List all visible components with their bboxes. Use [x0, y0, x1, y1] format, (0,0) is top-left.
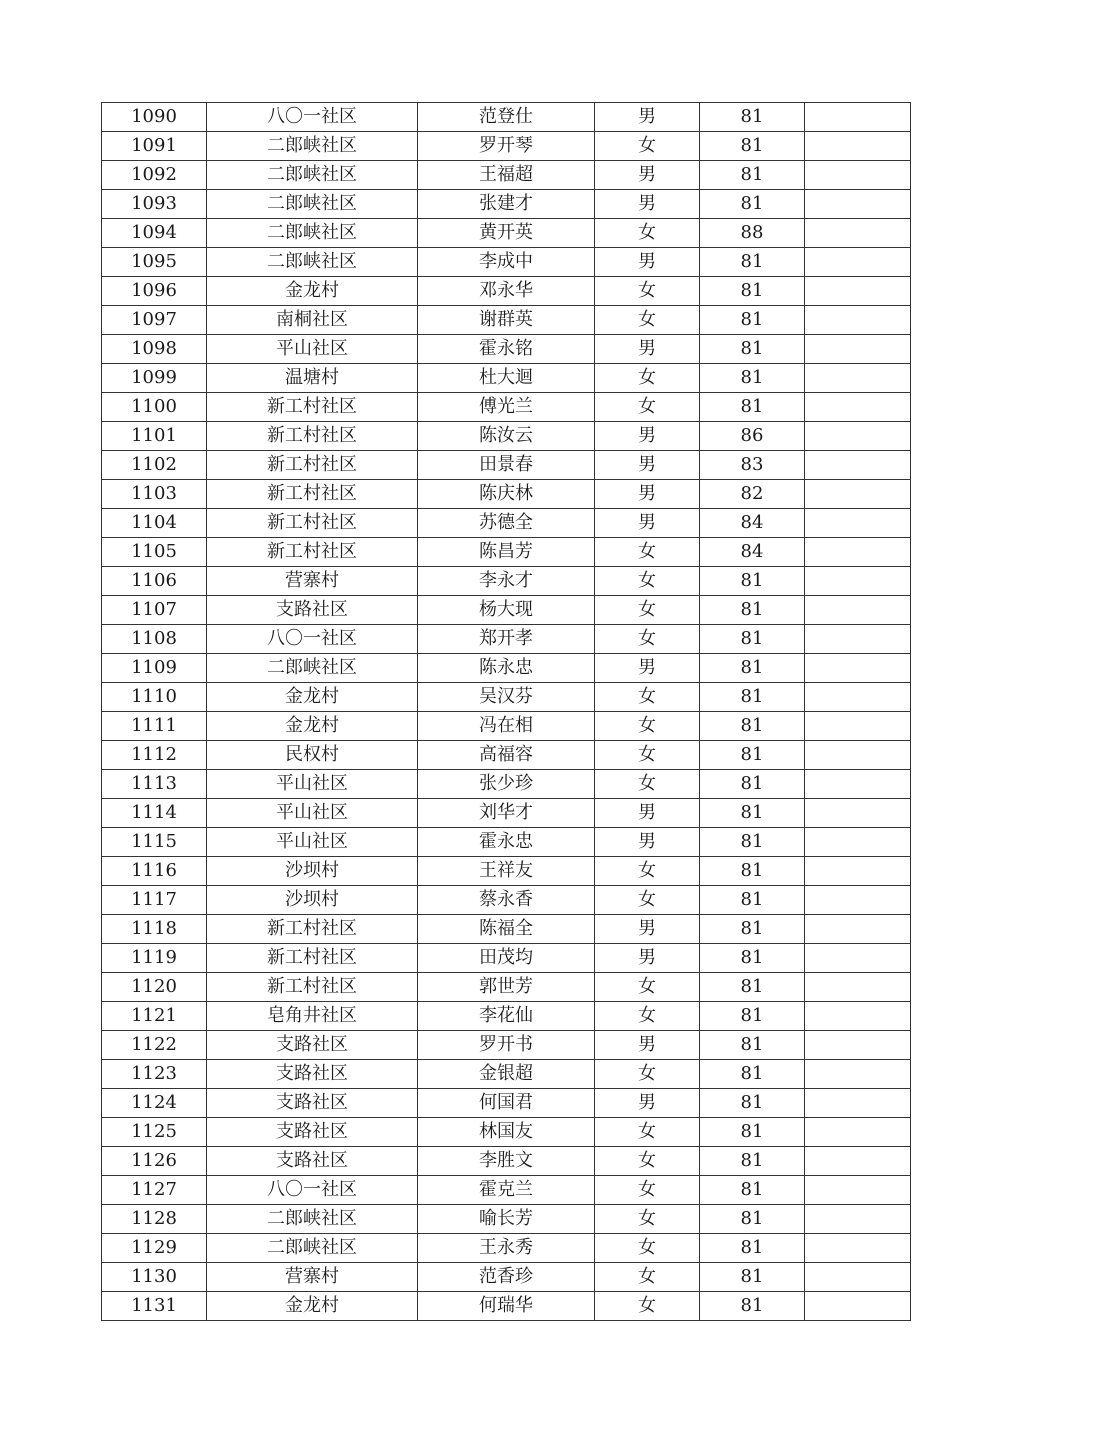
community-cell: 新工村社区 [207, 393, 418, 422]
table-row [102, 799, 911, 828]
name-cell: 刘华才 [418, 799, 595, 828]
name-cell: 罗开琴 [418, 132, 595, 161]
table-row [102, 1234, 911, 1263]
serial-number-cell: 1116 [102, 857, 207, 886]
remark-cell [805, 886, 911, 915]
serial-number-cell: 1121 [102, 1002, 207, 1031]
age-cell: 81 [700, 277, 805, 306]
community-cell: 八〇一社区 [207, 1176, 418, 1205]
serial-number-cell: 1091 [102, 132, 207, 161]
serial-number-cell: 1113 [102, 770, 207, 799]
remark-cell [805, 219, 911, 248]
remark-cell [805, 596, 911, 625]
community-cell: 营寨村 [207, 567, 418, 596]
community-cell: 二郎峡社区 [207, 1234, 418, 1263]
remark-cell [805, 451, 911, 480]
table-row [102, 915, 911, 944]
serial-number-cell: 1098 [102, 335, 207, 364]
name-cell: 张少珍 [418, 770, 595, 799]
name-cell: 田茂均 [418, 944, 595, 973]
remark-cell [805, 132, 911, 161]
serial-number-cell: 1131 [102, 1292, 207, 1321]
table-row [102, 741, 911, 770]
serial-number-cell: 1104 [102, 509, 207, 538]
remark-cell [805, 915, 911, 944]
gender-cell: 男 [595, 915, 700, 944]
remark-cell [805, 1060, 911, 1089]
gender-cell: 男 [595, 103, 700, 132]
age-cell: 81 [700, 132, 805, 161]
age-cell: 81 [700, 103, 805, 132]
table-row [102, 219, 911, 248]
roster-table [101, 102, 911, 1321]
name-cell: 金银超 [418, 1060, 595, 1089]
remark-cell [805, 1002, 911, 1031]
table-row [102, 190, 911, 219]
table-row [102, 1205, 911, 1234]
table-row [102, 1089, 911, 1118]
serial-number-cell: 1118 [102, 915, 207, 944]
gender-cell: 女 [595, 596, 700, 625]
community-cell: 支路社区 [207, 1118, 418, 1147]
community-cell: 二郎峡社区 [207, 190, 418, 219]
age-cell: 81 [700, 1089, 805, 1118]
remark-cell [805, 712, 911, 741]
table-row [102, 538, 911, 567]
age-cell: 81 [700, 886, 805, 915]
remark-cell [805, 248, 911, 277]
gender-cell: 女 [595, 1060, 700, 1089]
age-cell: 81 [700, 683, 805, 712]
gender-cell: 男 [595, 190, 700, 219]
serial-number-cell: 1107 [102, 596, 207, 625]
name-cell: 田景春 [418, 451, 595, 480]
community-cell: 二郎峡社区 [207, 219, 418, 248]
table-row [102, 1176, 911, 1205]
gender-cell: 女 [595, 770, 700, 799]
remark-cell [805, 538, 911, 567]
community-cell: 皂角井社区 [207, 1002, 418, 1031]
serial-number-cell: 1103 [102, 480, 207, 509]
community-cell: 二郎峡社区 [207, 248, 418, 277]
name-cell: 李花仙 [418, 1002, 595, 1031]
name-cell: 谢群英 [418, 306, 595, 335]
serial-number-cell: 1093 [102, 190, 207, 219]
name-cell: 陈永忠 [418, 654, 595, 683]
age-cell: 81 [700, 944, 805, 973]
age-cell: 81 [700, 973, 805, 1002]
remark-cell [805, 857, 911, 886]
table-row [102, 886, 911, 915]
age-cell: 81 [700, 1060, 805, 1089]
table-row [102, 451, 911, 480]
gender-cell: 女 [595, 277, 700, 306]
community-cell: 二郎峡社区 [207, 1205, 418, 1234]
serial-number-cell: 1122 [102, 1031, 207, 1060]
community-cell: 新工村社区 [207, 451, 418, 480]
table-row [102, 596, 911, 625]
remark-cell [805, 973, 911, 1002]
remark-cell [805, 190, 911, 219]
gender-cell: 女 [595, 393, 700, 422]
gender-cell: 女 [595, 219, 700, 248]
name-cell: 霍克兰 [418, 1176, 595, 1205]
age-cell: 81 [700, 1031, 805, 1060]
community-cell: 沙坝村 [207, 857, 418, 886]
remark-cell [805, 509, 911, 538]
name-cell: 李永才 [418, 567, 595, 596]
community-cell: 二郎峡社区 [207, 161, 418, 190]
community-cell: 平山社区 [207, 799, 418, 828]
serial-number-cell: 1115 [102, 828, 207, 857]
name-cell: 何瑞华 [418, 1292, 595, 1321]
remark-cell [805, 277, 911, 306]
community-cell: 营寨村 [207, 1263, 418, 1292]
age-cell: 81 [700, 596, 805, 625]
remark-cell [805, 364, 911, 393]
gender-cell: 女 [595, 1147, 700, 1176]
age-cell: 81 [700, 1002, 805, 1031]
gender-cell: 男 [595, 509, 700, 538]
gender-cell: 男 [595, 1031, 700, 1060]
gender-cell: 女 [595, 712, 700, 741]
table-row [102, 306, 911, 335]
serial-number-cell: 1128 [102, 1205, 207, 1234]
serial-number-cell: 1092 [102, 161, 207, 190]
gender-cell: 女 [595, 567, 700, 596]
table-row [102, 335, 911, 364]
community-cell: 南桐社区 [207, 306, 418, 335]
name-cell: 郭世芳 [418, 973, 595, 1002]
serial-number-cell: 1112 [102, 741, 207, 770]
serial-number-cell: 1099 [102, 364, 207, 393]
gender-cell: 男 [595, 944, 700, 973]
gender-cell: 男 [595, 248, 700, 277]
serial-number-cell: 1110 [102, 683, 207, 712]
gender-cell: 女 [595, 625, 700, 654]
gender-cell: 男 [595, 1089, 700, 1118]
age-cell: 81 [700, 567, 805, 596]
name-cell: 张建才 [418, 190, 595, 219]
community-cell: 平山社区 [207, 770, 418, 799]
serial-number-cell: 1094 [102, 219, 207, 248]
gender-cell: 女 [595, 1205, 700, 1234]
community-cell: 支路社区 [207, 1147, 418, 1176]
remark-cell [805, 1031, 911, 1060]
serial-number-cell: 1105 [102, 538, 207, 567]
table-row [102, 364, 911, 393]
serial-number-cell: 1095 [102, 248, 207, 277]
table-row [102, 422, 911, 451]
remark-cell [805, 1263, 911, 1292]
community-cell: 新工村社区 [207, 538, 418, 567]
age-cell: 81 [700, 335, 805, 364]
remark-cell [805, 422, 911, 451]
gender-cell: 女 [595, 538, 700, 567]
table-row [102, 973, 911, 1002]
name-cell: 杜大迴 [418, 364, 595, 393]
name-cell: 霍永铭 [418, 335, 595, 364]
serial-number-cell: 1130 [102, 1263, 207, 1292]
age-cell: 81 [700, 712, 805, 741]
community-cell: 二郎峡社区 [207, 654, 418, 683]
table-row [102, 1292, 911, 1321]
age-cell: 84 [700, 538, 805, 567]
serial-number-cell: 1100 [102, 393, 207, 422]
table-row [102, 770, 911, 799]
age-cell: 81 [700, 1234, 805, 1263]
age-cell: 81 [700, 1205, 805, 1234]
age-cell: 81 [700, 306, 805, 335]
remark-cell [805, 567, 911, 596]
age-cell: 81 [700, 1147, 805, 1176]
age-cell: 81 [700, 190, 805, 219]
gender-cell: 男 [595, 828, 700, 857]
community-cell: 八〇一社区 [207, 103, 418, 132]
table-row [102, 132, 911, 161]
community-cell: 支路社区 [207, 1089, 418, 1118]
remark-cell [805, 1089, 911, 1118]
serial-number-cell: 1109 [102, 654, 207, 683]
gender-cell: 女 [595, 1002, 700, 1031]
community-cell: 新工村社区 [207, 509, 418, 538]
serial-number-cell: 1119 [102, 944, 207, 973]
gender-cell: 女 [595, 132, 700, 161]
age-cell: 81 [700, 1176, 805, 1205]
table-row [102, 103, 911, 132]
gender-cell: 男 [595, 451, 700, 480]
serial-number-cell: 1120 [102, 973, 207, 1002]
community-cell: 金龙村 [207, 683, 418, 712]
remark-cell [805, 335, 911, 364]
serial-number-cell: 1125 [102, 1118, 207, 1147]
name-cell: 范登仕 [418, 103, 595, 132]
name-cell: 李成中 [418, 248, 595, 277]
table-row [102, 828, 911, 857]
remark-cell [805, 1292, 911, 1321]
table-row [102, 161, 911, 190]
name-cell: 何国君 [418, 1089, 595, 1118]
table-row [102, 509, 911, 538]
serial-number-cell: 1127 [102, 1176, 207, 1205]
name-cell: 陈昌芳 [418, 538, 595, 567]
table-row [102, 625, 911, 654]
community-cell: 平山社区 [207, 335, 418, 364]
remark-cell [805, 393, 911, 422]
remark-cell [805, 654, 911, 683]
community-cell: 支路社区 [207, 1060, 418, 1089]
serial-number-cell: 1114 [102, 799, 207, 828]
community-cell: 金龙村 [207, 277, 418, 306]
remark-cell [805, 1234, 911, 1263]
table-row [102, 248, 911, 277]
community-cell: 沙坝村 [207, 886, 418, 915]
table-row [102, 277, 911, 306]
community-cell: 温塘村 [207, 364, 418, 393]
age-cell: 81 [700, 857, 805, 886]
age-cell: 81 [700, 161, 805, 190]
name-cell: 王福超 [418, 161, 595, 190]
name-cell: 林国友 [418, 1118, 595, 1147]
remark-cell [805, 1205, 911, 1234]
name-cell: 杨大现 [418, 596, 595, 625]
table-row [102, 712, 911, 741]
age-cell: 81 [700, 741, 805, 770]
age-cell: 84 [700, 509, 805, 538]
remark-cell [805, 770, 911, 799]
serial-number-cell: 1129 [102, 1234, 207, 1263]
table-row [102, 1147, 911, 1176]
table-row [102, 683, 911, 712]
name-cell: 高福容 [418, 741, 595, 770]
serial-number-cell: 1101 [102, 422, 207, 451]
name-cell: 喻长芳 [418, 1205, 595, 1234]
community-cell: 新工村社区 [207, 944, 418, 973]
gender-cell: 男 [595, 480, 700, 509]
table-row [102, 1118, 911, 1147]
table-row [102, 944, 911, 973]
remark-cell [805, 306, 911, 335]
gender-cell: 女 [595, 1118, 700, 1147]
serial-number-cell: 1124 [102, 1089, 207, 1118]
remark-cell [805, 480, 911, 509]
gender-cell: 女 [595, 857, 700, 886]
age-cell: 81 [700, 915, 805, 944]
remark-cell [805, 683, 911, 712]
serial-number-cell: 1123 [102, 1060, 207, 1089]
table-row [102, 857, 911, 886]
age-cell: 81 [700, 654, 805, 683]
name-cell: 黄开英 [418, 219, 595, 248]
community-cell: 支路社区 [207, 596, 418, 625]
table-row [102, 654, 911, 683]
name-cell: 罗开书 [418, 1031, 595, 1060]
gender-cell: 女 [595, 1234, 700, 1263]
community-cell: 金龙村 [207, 1292, 418, 1321]
remark-cell [805, 1147, 911, 1176]
remark-cell [805, 103, 911, 132]
gender-cell: 男 [595, 654, 700, 683]
community-cell: 新工村社区 [207, 973, 418, 1002]
gender-cell: 女 [595, 1292, 700, 1321]
community-cell: 支路社区 [207, 1031, 418, 1060]
name-cell: 陈福全 [418, 915, 595, 944]
community-cell: 新工村社区 [207, 422, 418, 451]
table-row [102, 1060, 911, 1089]
age-cell: 81 [700, 393, 805, 422]
remark-cell [805, 799, 911, 828]
gender-cell: 女 [595, 683, 700, 712]
table-row [102, 480, 911, 509]
table-row [102, 1263, 911, 1292]
gender-cell: 男 [595, 422, 700, 451]
community-cell: 八〇一社区 [207, 625, 418, 654]
community-cell: 金龙村 [207, 712, 418, 741]
age-cell: 81 [700, 770, 805, 799]
community-cell: 新工村社区 [207, 915, 418, 944]
gender-cell: 女 [595, 306, 700, 335]
gender-cell: 女 [595, 973, 700, 1002]
gender-cell: 女 [595, 1263, 700, 1292]
table-row [102, 1031, 911, 1060]
serial-number-cell: 1102 [102, 451, 207, 480]
serial-number-cell: 1126 [102, 1147, 207, 1176]
gender-cell: 男 [595, 161, 700, 190]
name-cell: 王永秀 [418, 1234, 595, 1263]
serial-number-cell: 1097 [102, 306, 207, 335]
age-cell: 83 [700, 451, 805, 480]
gender-cell: 男 [595, 335, 700, 364]
name-cell: 陈庆林 [418, 480, 595, 509]
name-cell: 吴汉芬 [418, 683, 595, 712]
age-cell: 81 [700, 248, 805, 277]
serial-number-cell: 1106 [102, 567, 207, 596]
gender-cell: 女 [595, 741, 700, 770]
remark-cell [805, 625, 911, 654]
remark-cell [805, 161, 911, 190]
remark-cell [805, 828, 911, 857]
remark-cell [805, 944, 911, 973]
age-cell: 88 [700, 219, 805, 248]
name-cell: 郑开孝 [418, 625, 595, 654]
serial-number-cell: 1096 [102, 277, 207, 306]
age-cell: 81 [700, 1118, 805, 1147]
community-cell: 二郎峡社区 [207, 132, 418, 161]
remark-cell [805, 741, 911, 770]
table-row [102, 567, 911, 596]
name-cell: 邓永华 [418, 277, 595, 306]
name-cell: 霍永忠 [418, 828, 595, 857]
gender-cell: 女 [595, 886, 700, 915]
name-cell: 王祥友 [418, 857, 595, 886]
serial-number-cell: 1108 [102, 625, 207, 654]
name-cell: 蔡永香 [418, 886, 595, 915]
name-cell: 冯在相 [418, 712, 595, 741]
name-cell: 李胜文 [418, 1147, 595, 1176]
age-cell: 81 [700, 1263, 805, 1292]
name-cell: 傅光兰 [418, 393, 595, 422]
community-cell: 新工村社区 [207, 480, 418, 509]
community-cell: 民权村 [207, 741, 418, 770]
gender-cell: 男 [595, 799, 700, 828]
table-row [102, 393, 911, 422]
gender-cell: 女 [595, 1176, 700, 1205]
remark-cell [805, 1176, 911, 1205]
gender-cell: 女 [595, 364, 700, 393]
serial-number-cell: 1111 [102, 712, 207, 741]
age-cell: 86 [700, 422, 805, 451]
age-cell: 81 [700, 828, 805, 857]
name-cell: 陈汝云 [418, 422, 595, 451]
serial-number-cell: 1090 [102, 103, 207, 132]
table-row [102, 1002, 911, 1031]
age-cell: 81 [700, 1292, 805, 1321]
serial-number-cell: 1117 [102, 886, 207, 915]
name-cell: 苏德全 [418, 509, 595, 538]
roster-table-body [102, 103, 911, 1321]
age-cell: 82 [700, 480, 805, 509]
age-cell: 81 [700, 364, 805, 393]
community-cell: 平山社区 [207, 828, 418, 857]
remark-cell [805, 1118, 911, 1147]
age-cell: 81 [700, 799, 805, 828]
name-cell: 范香珍 [418, 1263, 595, 1292]
age-cell: 81 [700, 625, 805, 654]
